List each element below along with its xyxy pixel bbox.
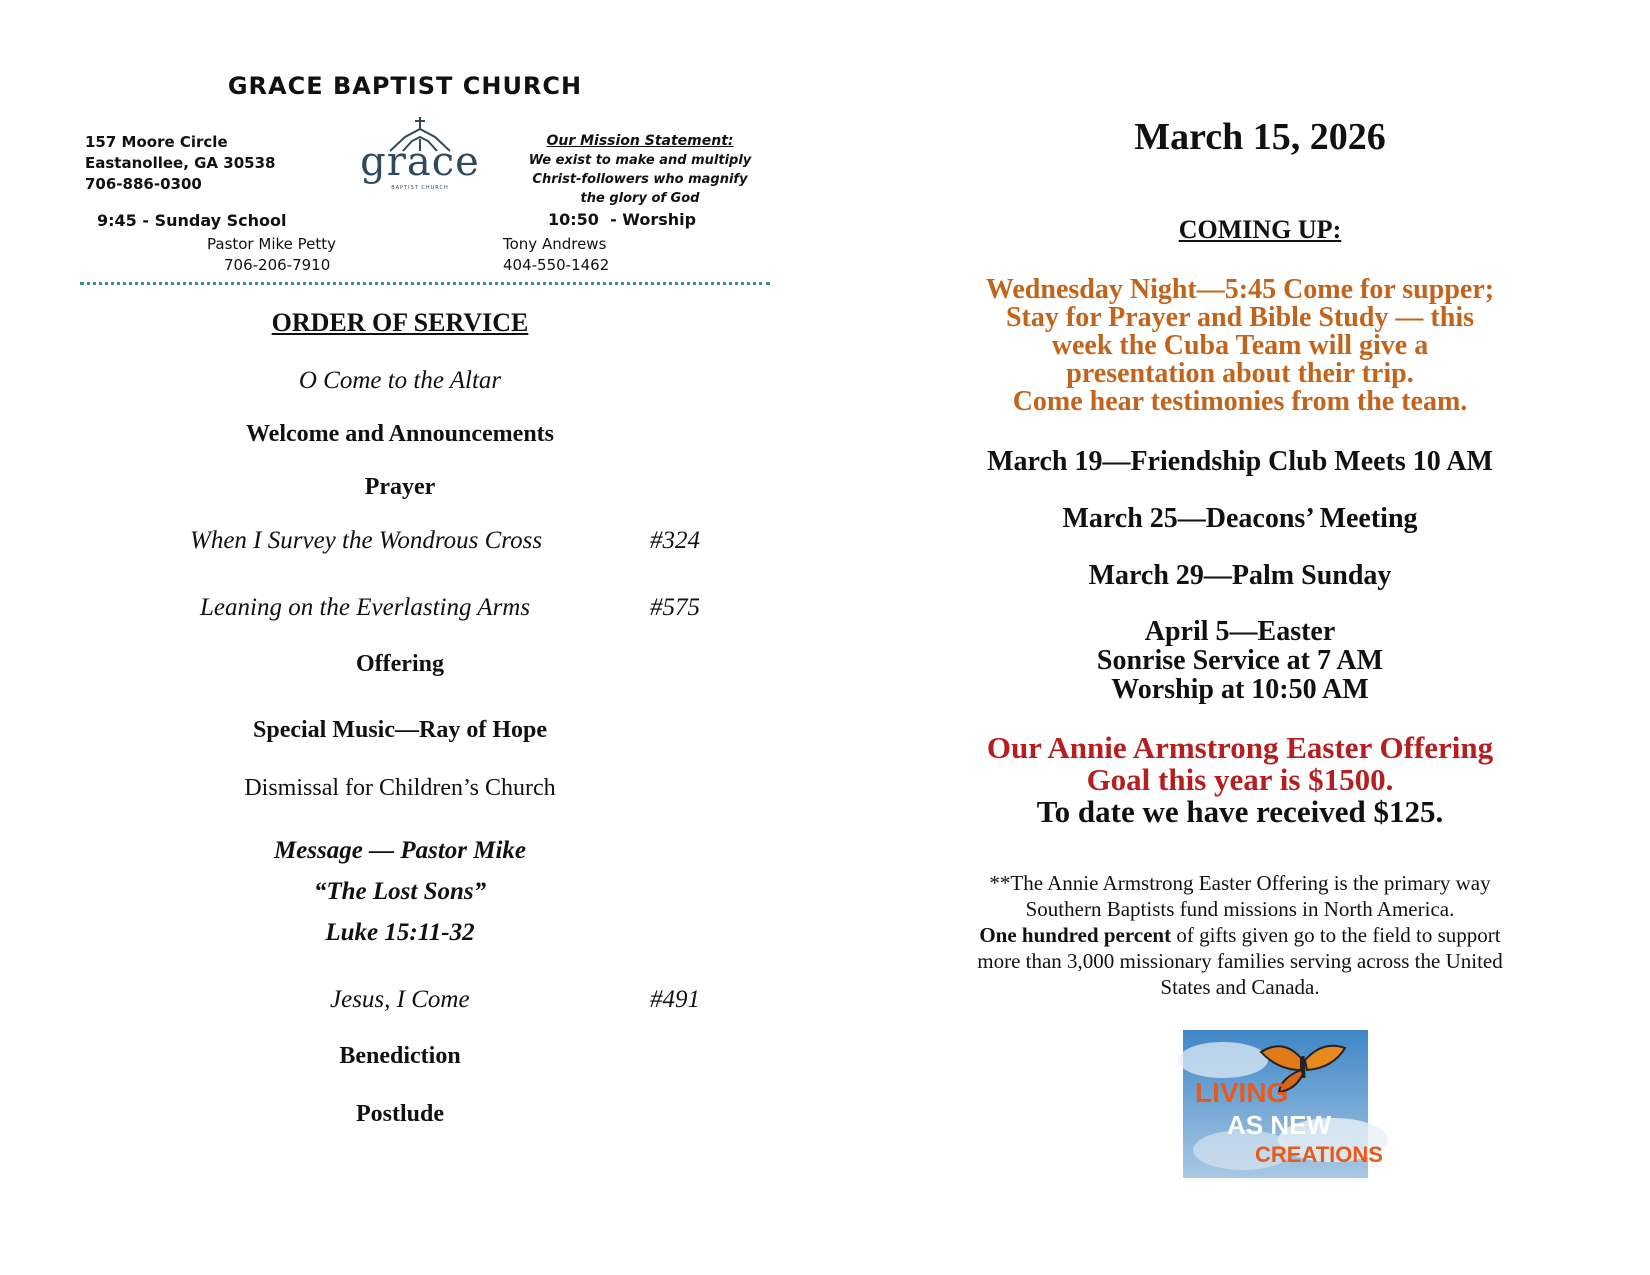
welcome-announcements: Welcome and Announcements (245, 421, 554, 447)
wednesday-line: presentation about their trip. (1066, 358, 1414, 389)
header-divider (80, 282, 770, 285)
sonrise-service: Sonrise Service at 7 AM (1096, 645, 1384, 676)
event-palm-sunday: March 29—Palm Sunday (1088, 560, 1392, 591)
note-line: **The Annie Armstrong Easter Offering is the primary way (989, 871, 1491, 895)
hymn-number: #575 (650, 594, 700, 621)
dismissal-childrens-church: Dismissal for Children’s Church (244, 775, 556, 801)
scripture-reference: Luke 15:11-32 (325, 919, 475, 946)
wednesday-line: Come hear testimonies from the team. (1012, 386, 1468, 417)
music-leader-phone: 404-550-1462 (503, 256, 610, 274)
offering-received: To date we have received $125. (1036, 794, 1444, 829)
note-line (925, 922, 1555, 948)
event-deacons-meeting: March 25—Deacons’ Meeting (1062, 503, 1418, 534)
coming-up-heading: COMING UP: (1178, 215, 1342, 244)
easter-worship: Worship at 10:50 AM (1111, 674, 1369, 705)
easter-title: April 5—Easter (1144, 616, 1336, 647)
pastor-name: Pastor Mike Petty (207, 235, 337, 253)
banner-word-living: LIVING (1195, 1077, 1289, 1108)
annie-armstrong-offering (910, 732, 1570, 828)
note-line: Southern Baptists fund missions in North America. (1025, 897, 1455, 921)
mission-line: the glory of God (580, 191, 700, 206)
worship-time: 10:50 - Worship (548, 210, 697, 229)
note-line: States and Canada. (1160, 975, 1320, 999)
bulletin-date: March 15, 2026 (1134, 116, 1386, 158)
mission-line: Christ-followers who magnify (532, 172, 748, 187)
note-rest: of gifts given go to the field to support (1171, 923, 1501, 947)
hymn-title: Leaning on the Everlasting Arms (200, 594, 531, 621)
offering: Offering (356, 651, 444, 677)
hymn-title: Jesus, I Come (330, 986, 470, 1013)
prelude: O Come to the Altar (298, 367, 502, 394)
prayer: Prayer (364, 474, 436, 500)
church-phone: 706-886-0300 (85, 175, 202, 193)
sermon-title: “The Lost Sons” (313, 878, 487, 905)
music-leader-name: Tony Andrews (503, 235, 607, 253)
hymn-number: #491 (650, 986, 700, 1013)
address-street: 157 Moore Circle (85, 133, 228, 151)
address-city: Eastanollee, GA 30538 (85, 154, 276, 172)
banner-artwork (1183, 1030, 1383, 1178)
hymn-title: When I Survey the Wondrous Cross (190, 527, 543, 554)
order-of-service-title: ORDER OF SERVICE (271, 308, 529, 337)
event-friendship-club: March 19—Friendship Club Meets 10 AM (987, 446, 1493, 477)
special-music: Special Music—Ray of Hope (253, 717, 547, 743)
mission-line: We exist to make and multiply (528, 153, 752, 168)
logo-word: grace (360, 139, 480, 185)
note-emphasis: One hundred percent (979, 923, 1172, 947)
wednesday-line: week the Cuba Team will give a (1051, 330, 1429, 361)
mission-statement (515, 132, 765, 208)
postlude: Postlude (355, 1101, 444, 1127)
pastor-phone: 706-206-7910 (224, 256, 331, 274)
sunday-school-time: 9:45 - Sunday School (97, 211, 287, 230)
banner-word-as-new: AS NEW (1227, 1110, 1331, 1140)
wednesday-line: Wednesday Night—5:45 Come for supper; (985, 274, 1495, 305)
logo-subtitle: BAPTIST CHURCH (391, 185, 449, 191)
church-name: GRACE BAPTIST CHURCH (227, 72, 583, 100)
mission-title: Our Mission Statement: (546, 133, 734, 149)
wednesday-announcement (910, 276, 1570, 416)
hymn-number: #324 (650, 527, 700, 554)
offering-goal: Goal this year is $1500. (1086, 762, 1394, 797)
offering-title: Our Annie Armstrong Easter Offering (986, 730, 1494, 765)
church-logo (355, 115, 485, 195)
note-line: more than 3,000 missionary families serving across the United (977, 949, 1503, 973)
banner-word-creations: CREATIONS (1255, 1142, 1383, 1167)
benediction: Benediction (339, 1043, 461, 1069)
wednesday-line: Stay for Prayer and Bible Study — this (1005, 302, 1474, 333)
offering-note (925, 870, 1555, 1000)
living-as-new-creations-banner (1183, 1030, 1383, 1178)
message-title: Message — Pastor Mike (273, 837, 527, 864)
event-easter (910, 617, 1570, 704)
